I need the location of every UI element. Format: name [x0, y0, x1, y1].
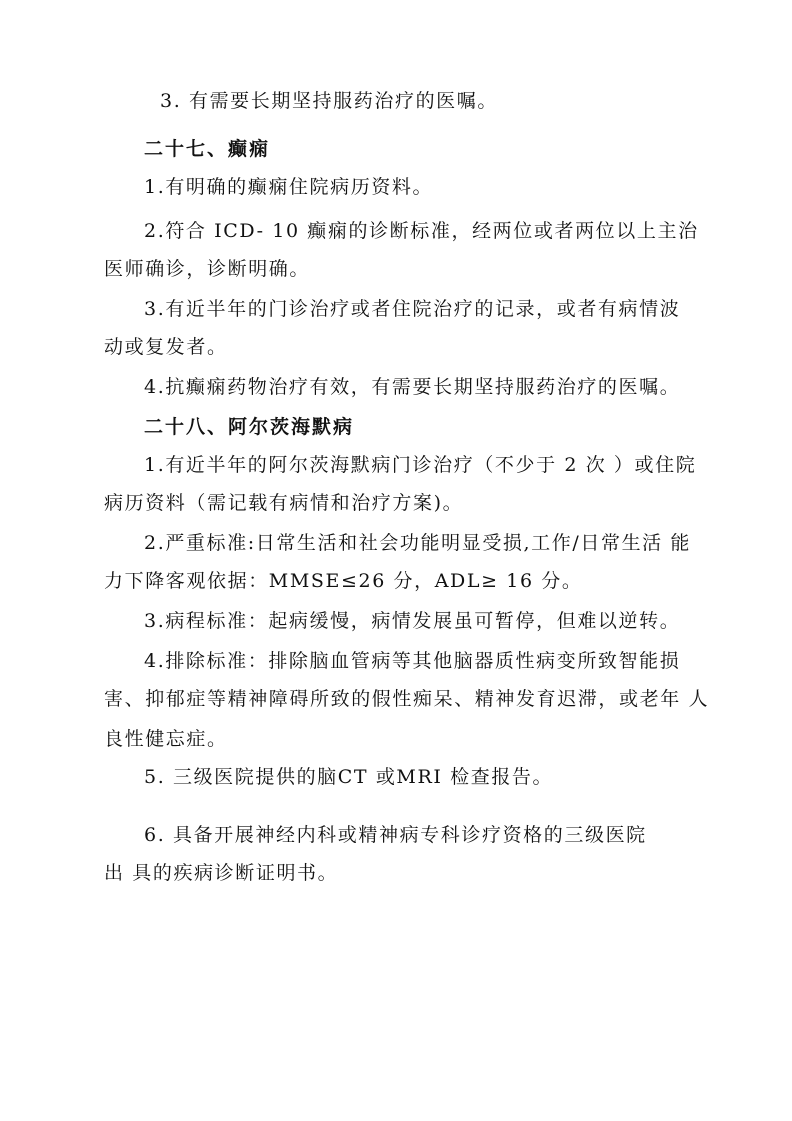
criterion-line: 6. 具备开展神经内科或精神病专科诊疗资格的三级医院 [144, 824, 647, 846]
criterion-line: 2.符合 ICD- 10 癫痫的诊断标准，经两位或者两位以上主治 [144, 220, 699, 242]
section-heading-epilepsy: 二十七、癫痫 [144, 138, 271, 160]
criterion-line: 1.有近半年的阿尔茨海默病门诊治疗（不少于 2 次 ）或住院 [144, 454, 697, 476]
section-heading-alzheimers: 二十八、阿尔茨海默病 [144, 416, 355, 438]
criterion-line: 3.病程标准：起病缓慢，病情发展虽可暂停，但难以逆转。 [144, 610, 681, 632]
criterion-line: 2.严重标准:日常生活和社会功能明显受损,工作/日常生活 能 [144, 532, 692, 554]
requirement-line: 3. 有需要长期坚持服药治疗的医嘱。 [160, 90, 498, 112]
criterion-line: 3.有近半年的门诊治疗或者住院治疗的记录，或者有病情波 [144, 298, 681, 320]
criterion-continuation: 力下降客观依据：MMSE≤26 分，ADL≥ 16 分。 [104, 570, 583, 592]
criterion-continuation: 害、抑郁症等精神障碍所致的假性痴呆、精神发育迟滞，或老年 人 [104, 688, 710, 710]
criterion-continuation: 出 具的疾病诊断证明书。 [104, 862, 339, 884]
criterion-continuation: 良性健忘症。 [104, 728, 228, 750]
criterion-line: 1.有明确的癫痫住院病历资料。 [144, 176, 434, 198]
criterion-line: 5. 三级医院提供的脑CT 或MRI 检查报告。 [144, 766, 554, 788]
criterion-continuation: 病历资料（需记载有病情和治疗方案)。 [104, 492, 464, 514]
criterion-line: 4.抗癫痫药物治疗有效，有需要长期坚持服药治疗的医嘱。 [144, 376, 681, 398]
criterion-continuation: 医师确诊，诊断明确。 [104, 258, 311, 280]
criterion-line: 4.排除标准：排除脑血管病等其他脑器质性病变所致智能损 [144, 650, 681, 672]
criterion-continuation: 动或复发者。 [104, 336, 228, 358]
